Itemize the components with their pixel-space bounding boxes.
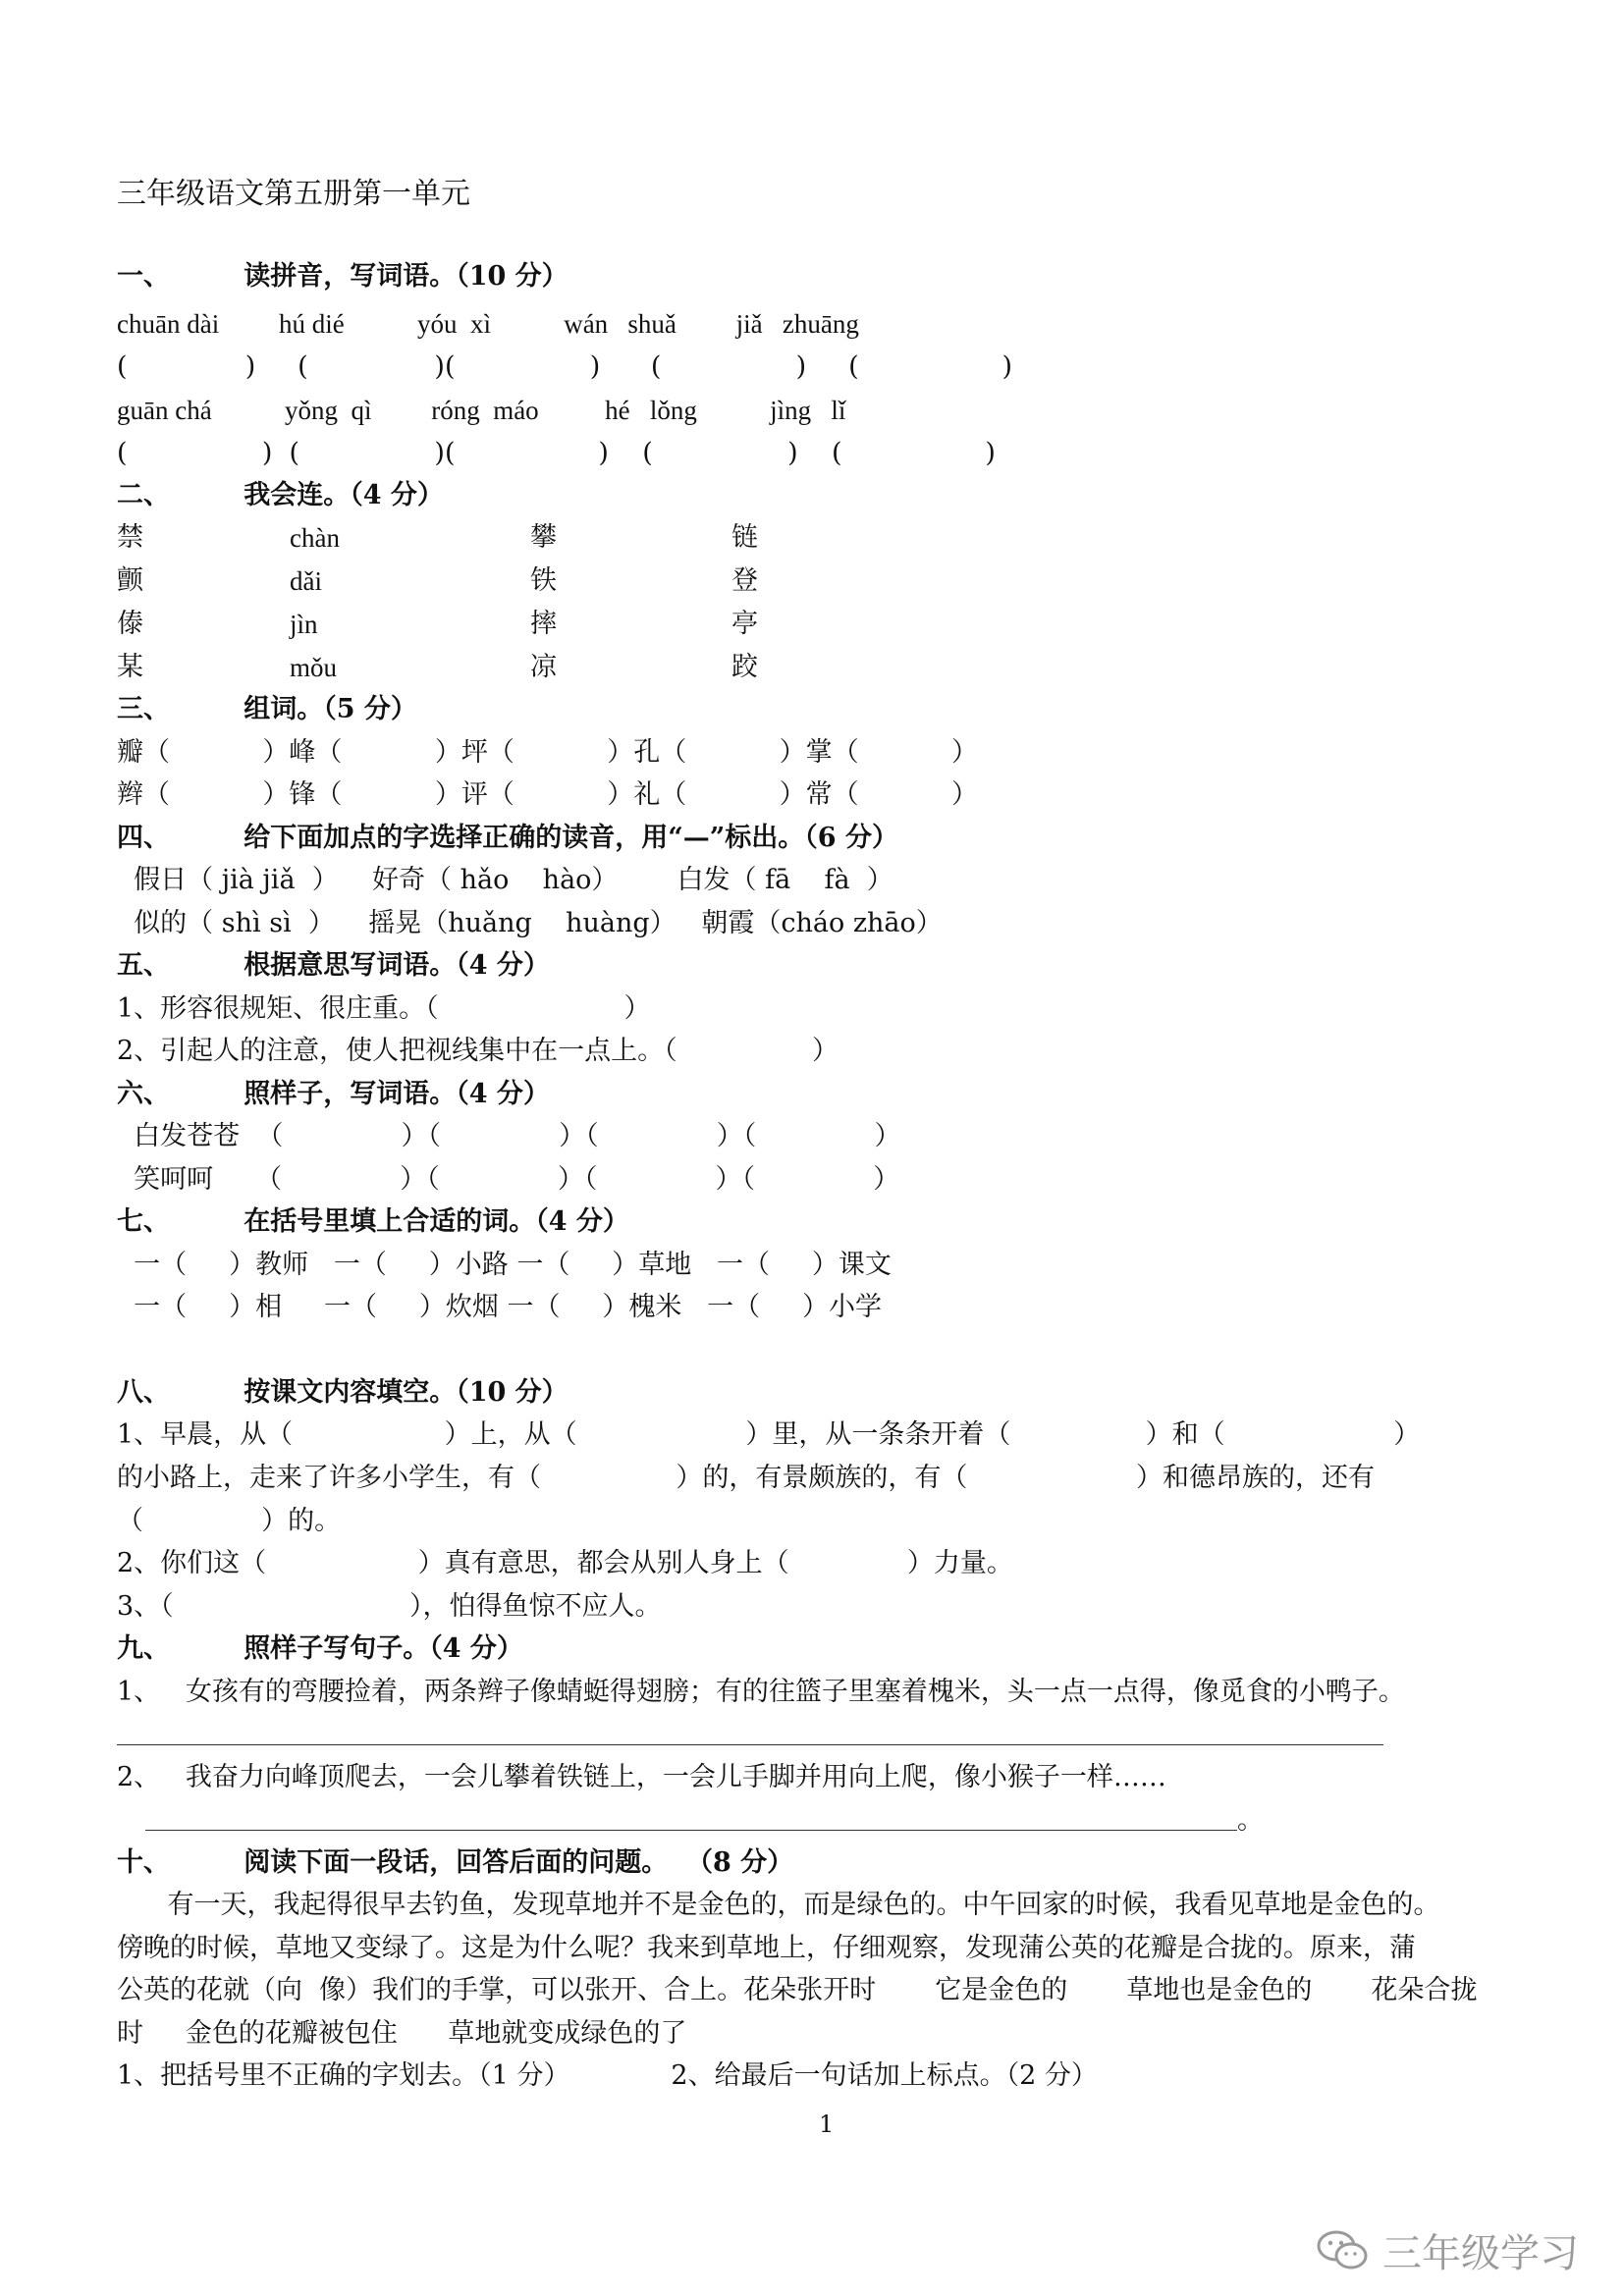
answer-line-2 — [145, 1830, 1237, 1831]
section-3-line-1: 瓣（ ）峰（ ）坪（ ）孔（ ）掌（ ） — [117, 737, 979, 768]
watermark — [1316, 2222, 1579, 2278]
section-6-line-2: 笑呵呵 （ ）（ ）（ ）（ ） — [117, 1164, 900, 1195]
section-1-heading: 一、 读拼音，写词语。（10 分） — [117, 261, 568, 292]
match-char: 攀 — [530, 522, 557, 553]
match-char: 登 — [731, 565, 758, 596]
section-5-line-2: 2、引起人的注意，使人把视线集中在一点上。（ ） — [117, 1036, 839, 1066]
section-1-answer-brackets-1: ( ) ( )( ) ( ) ( ) — [117, 351, 1013, 382]
section-8-heading: 八、 按课文内容填空。（10 分） — [117, 1377, 568, 1408]
answer-line-1 — [117, 1744, 1383, 1745]
page-number: 1 — [819, 2110, 835, 2138]
section-5-heading: 五、 根据意思写词语。（4 分） — [117, 950, 550, 981]
match-char: 颤 — [117, 565, 143, 596]
watermark-text: 三年级学习 — [1382, 2231, 1579, 2276]
section-4-heading: 四、 给下面加点的字选择正确的读音，用“—”标出。（6 分） — [117, 823, 898, 853]
section-9-example-2: 2、 我奋力向峰顶爬去，一会儿攀着铁链上，一会儿手脚并用向上爬，像小猴子一样…… — [117, 1762, 1166, 1792]
reading-passage-line-3: 公英的花就（向 像）我们的手掌，可以张开、合上。花朵张开时 它是金色的 草地也是金色的 花朵合拢 — [117, 1975, 1478, 2005]
section-2-heading: 二、 我会连。（4 分） — [117, 480, 444, 510]
match-char: 凉 — [530, 652, 557, 682]
section-3-line-2: 辫（ ）锋（ ）评（ ）礼（ ）常（ ） — [117, 779, 979, 810]
match-char: 某 — [117, 652, 143, 682]
section-7-line-1: 一（ ）教师 一（ ）小路 一（ ）草地 一（ ）课文 — [117, 1250, 892, 1280]
section-6-line-1: 白发苍苍 （ ）（ ）（ ）（ ） — [117, 1121, 901, 1151]
reading-questions: 1、把括号里不正确的字划去。（1 分） 2、给最后一句话加上标点。（2 分） — [117, 2060, 1098, 2091]
match-char: 亭 — [731, 609, 758, 639]
section-8-line-1: 1、早晨，从（ ）上，从（ ）里，从一条条开着（ ）和（ ） — [117, 1419, 1421, 1450]
section-6-heading: 六、 照样子，写词语。（4 分） — [117, 1079, 550, 1109]
section-8-line-3: （ ）的。 — [117, 1506, 342, 1536]
reading-passage-line-1: 有一天，我起得很早去钓鱼，发现草地并不是金色的，而是绿色的。中午回家的时候，我看见草地是金色的。 — [117, 1890, 1440, 1920]
answer-line-2-period: 。 — [1237, 1805, 1264, 1836]
match-pinyin: mǒu — [290, 653, 338, 682]
section-9-heading: 九、 照样子写句子。（4 分） — [117, 1633, 523, 1664]
section-1-answer-brackets-2: ( ) ( )( ) ( ) ( ) — [117, 438, 996, 468]
match-char: 傣 — [117, 609, 143, 639]
page-title: 三年级语文第五册第一单元 — [117, 177, 470, 211]
match-char: 铁 — [530, 565, 557, 596]
match-char: 链 — [731, 522, 758, 553]
match-char: 跤 — [731, 652, 758, 682]
reading-passage-line-2: 傍晚的时候，草地又变绿了。这是为什么呢？我来到草地上，仔细观察，发现蒲公英的花瓣是合拢的。原来，蒲 — [117, 1933, 1416, 1963]
section-4-line-1: 假日（ jià jiǎ ） 好奇（ hǎo hào） 白发（ fā fà ） — [117, 865, 893, 895]
section-3-heading: 三、 组词。（5 分） — [117, 694, 417, 724]
wechat-icon — [1316, 2228, 1371, 2273]
match-pinyin: jìn — [290, 610, 318, 639]
match-char: 禁 — [117, 522, 143, 553]
section-7-heading: 七、 在括号里填上合适的词。（4 分） — [117, 1206, 629, 1237]
reading-passage-line-4: 时 金色的花瓣被包住 草地就变成绿色的了 — [117, 2018, 687, 2049]
section-4-line-2: 似的（ shì sì ） 摇晃（huǎng huàng） 朝霞（cháo zhāo） — [117, 908, 943, 938]
section-10-heading: 十、 阅读下面一段话，回答后面的问题。 （8 分） — [117, 1847, 794, 1878]
match-pinyin: chàn — [290, 523, 340, 553]
section-1-pinyin-row-1: chuān dài hú dié yóu xì wán shuǎ jiǎ zhuāng — [117, 309, 859, 339]
section-8-line-5: 3、（ ），怕得鱼惊不应人。 — [117, 1591, 662, 1622]
match-pinyin: dǎi — [290, 566, 322, 596]
section-1-pinyin-row-2: guān chá yǒng qì róng máo hé lǒng jìng lǐ — [117, 396, 846, 425]
section-9-example-1: 1、 女孩有的弯腰捡着，两条辫子像蜻蜓得翅膀；有的往篮子里塞着槐米，头一点一点得，像觅食的小鸭子。 — [117, 1677, 1405, 1707]
section-8-line-4: 2、你们这（ ）真有意思，都会从别人身上（ ）力量。 — [117, 1548, 1013, 1578]
section-7-line-2: 一（ ）相 一（ ）炊烟 一（ ）槐米 一（ ）小学 — [117, 1292, 883, 1322]
section-8-line-2: 的小路上，走来了许多小学生，有（ ）的，有景颇族的，有（ ）和德昂族的，还有 — [117, 1463, 1375, 1493]
section-5-line-1: 1、形容很规矩、很庄重。（ ） — [117, 993, 651, 1024]
match-char: 摔 — [530, 609, 557, 639]
